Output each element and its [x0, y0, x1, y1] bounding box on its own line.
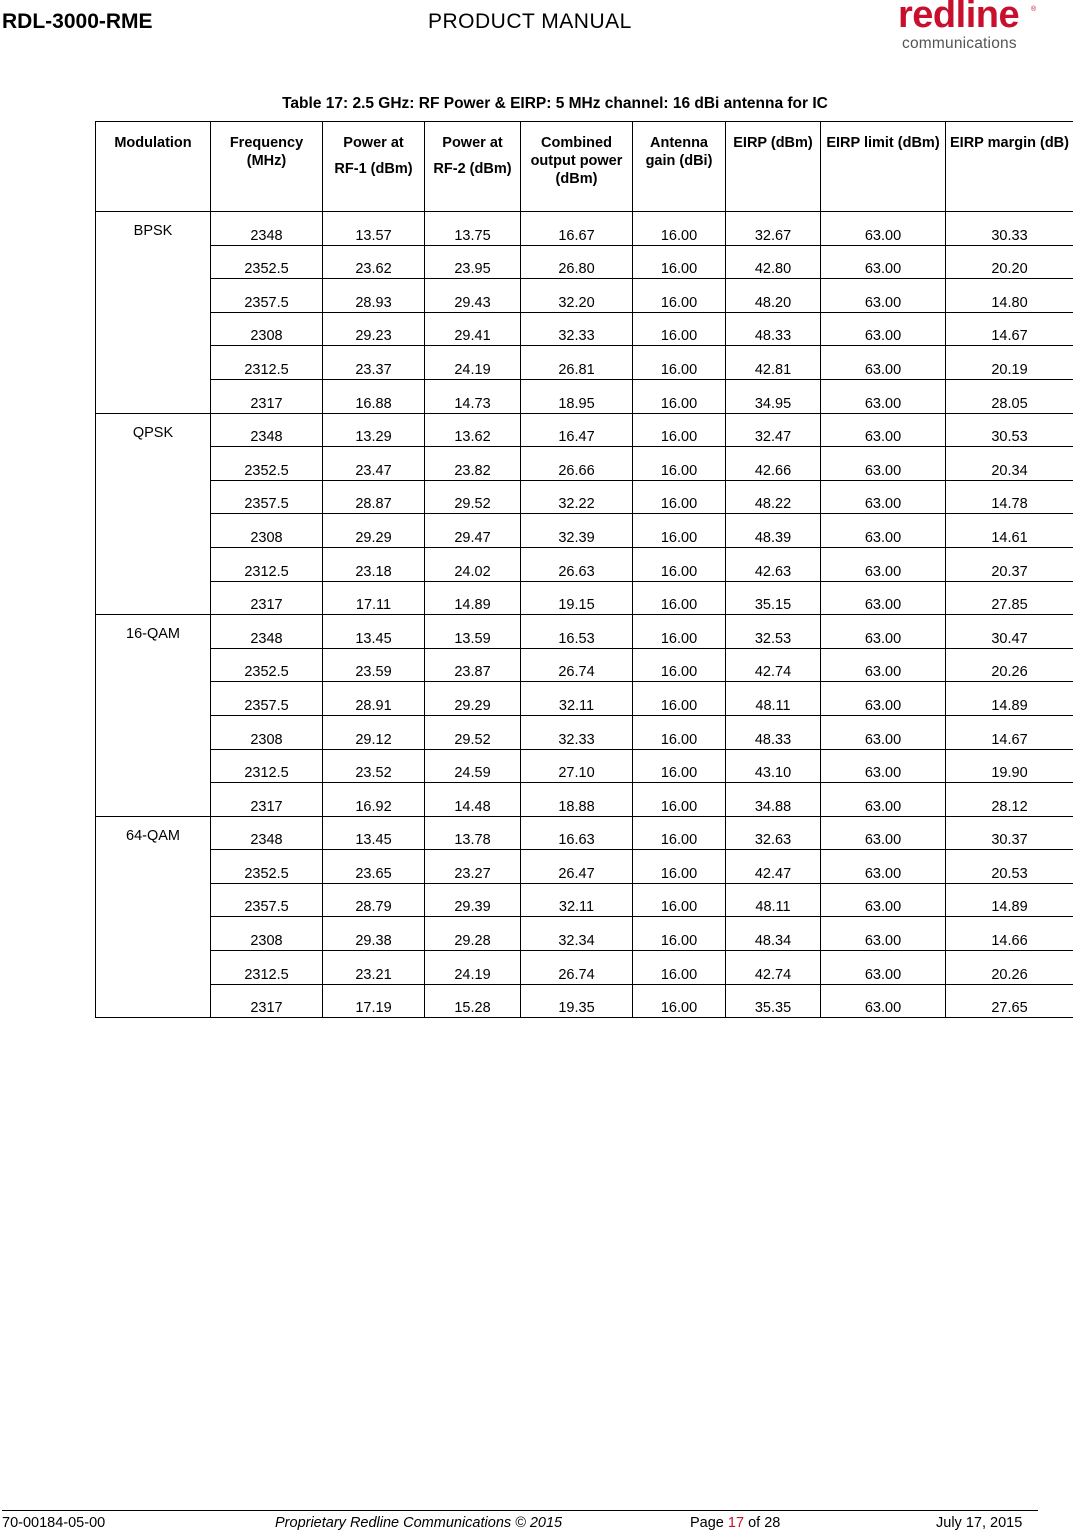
eirp-cell: 35.35 [726, 984, 821, 1018]
antenna-gain-cell: 16.00 [633, 648, 726, 682]
power-rf1-cell: 23.59 [323, 648, 425, 682]
eirp-limit-cell: 63.00 [821, 447, 946, 481]
power-rf2-cell: 29.52 [425, 480, 521, 514]
redline-logo [898, 0, 1038, 56]
table-header-row [96, 122, 1073, 212]
power-rf2-cell: 15.28 [425, 984, 521, 1018]
eirp-limit-cell: 63.00 [821, 917, 946, 951]
col-header-combined-power: Combined output power (dBm) [521, 122, 633, 212]
combined-power-cell: 32.33 [521, 715, 633, 749]
table-row [96, 783, 1073, 817]
power-rf1-cell: 13.45 [323, 615, 425, 649]
table-row [96, 715, 1073, 749]
frequency-cell: 2317 [211, 783, 323, 817]
eirp-margin-cell: 20.37 [946, 547, 1073, 581]
combined-power-cell: 32.20 [521, 279, 633, 313]
combined-power-cell: 26.74 [521, 648, 633, 682]
modulation-cell: 64-QAM [96, 816, 211, 1018]
col-header-modulation: Modulation [96, 122, 211, 212]
eirp-margin-cell: 20.26 [946, 951, 1073, 985]
power-rf2-cell: 24.02 [425, 547, 521, 581]
antenna-gain-cell: 16.00 [633, 514, 726, 548]
footer-page-current: 17 [727, 1515, 745, 1531]
footer-proprietary: Proprietary Redline Communications © 2015 [275, 1515, 563, 1531]
power-rf2-cell: 29.43 [425, 279, 521, 313]
eirp-cell: 32.67 [726, 212, 821, 246]
eirp-cell: 42.74 [726, 648, 821, 682]
modulation-cell: QPSK [96, 413, 211, 615]
col-header-eirp-margin: EIRP margin (dB) [946, 122, 1073, 212]
power-rf2-cell: 29.29 [425, 682, 521, 716]
eirp-margin-cell: 20.20 [946, 245, 1073, 279]
combined-power-cell: 16.67 [521, 212, 633, 246]
eirp-cell: 42.74 [726, 951, 821, 985]
power-rf1-cell: 29.12 [323, 715, 425, 749]
combined-power-cell: 16.53 [521, 615, 633, 649]
combined-power-cell: 19.15 [521, 581, 633, 615]
eirp-cell: 34.88 [726, 783, 821, 817]
antenna-gain-cell: 16.00 [633, 379, 726, 413]
eirp-margin-cell: 20.34 [946, 447, 1073, 481]
antenna-gain-cell: 16.00 [633, 547, 726, 581]
eirp-margin-cell: 20.53 [946, 850, 1073, 884]
eirp-limit-cell: 63.00 [821, 816, 946, 850]
footer-page-indicator: Page 17 of 28 [690, 1515, 781, 1531]
table-row [96, 917, 1073, 951]
eirp-cell: 42.66 [726, 447, 821, 481]
frequency-cell: 2352.5 [211, 447, 323, 481]
power-rf2-cell: 29.39 [425, 883, 521, 917]
antenna-gain-cell: 16.00 [633, 480, 726, 514]
eirp-margin-cell: 27.65 [946, 984, 1073, 1018]
power-rf1-cell: 29.23 [323, 312, 425, 346]
eirp-margin-cell: 14.80 [946, 279, 1073, 313]
combined-power-cell: 26.47 [521, 850, 633, 884]
frequency-cell: 2348 [211, 212, 323, 246]
logo-registered-mark: ® [1031, 6, 1037, 13]
logo-brand-text: redline [898, 0, 1020, 36]
antenna-gain-cell: 16.00 [633, 682, 726, 716]
rf-power-table [95, 121, 1073, 1018]
eirp-cell: 48.39 [726, 514, 821, 548]
eirp-cell: 42.47 [726, 850, 821, 884]
eirp-margin-cell: 20.26 [946, 648, 1073, 682]
frequency-cell: 2312.5 [211, 346, 323, 380]
header-doc-type: PRODUCT MANUAL [428, 10, 632, 33]
eirp-cell: 48.22 [726, 480, 821, 514]
frequency-cell: 2352.5 [211, 245, 323, 279]
power-rf1-cell: 28.79 [323, 883, 425, 917]
eirp-limit-cell: 63.00 [821, 883, 946, 917]
frequency-cell: 2348 [211, 615, 323, 649]
antenna-gain-cell: 16.00 [633, 816, 726, 850]
antenna-gain-cell: 16.00 [633, 312, 726, 346]
power-rf1-cell: 23.65 [323, 850, 425, 884]
eirp-cell: 42.81 [726, 346, 821, 380]
eirp-margin-cell: 28.05 [946, 379, 1073, 413]
header-product-name: RDL-3000-RME [2, 10, 153, 33]
table-row [96, 212, 1073, 246]
antenna-gain-cell: 16.00 [633, 581, 726, 615]
combined-power-cell: 16.63 [521, 816, 633, 850]
eirp-margin-cell: 20.19 [946, 346, 1073, 380]
eirp-limit-cell: 63.00 [821, 951, 946, 985]
frequency-cell: 2308 [211, 514, 323, 548]
eirp-limit-cell: 63.00 [821, 715, 946, 749]
eirp-margin-cell: 14.67 [946, 312, 1073, 346]
modulation-cell: BPSK [96, 212, 211, 414]
table-row [96, 648, 1073, 682]
power-rf2-cell: 23.82 [425, 447, 521, 481]
power-rf2-cell: 29.47 [425, 514, 521, 548]
col-header-eirp-limit: EIRP limit (dBm) [821, 122, 946, 212]
frequency-cell: 2308 [211, 917, 323, 951]
frequency-cell: 2308 [211, 715, 323, 749]
frequency-cell: 2317 [211, 984, 323, 1018]
frequency-cell: 2357.5 [211, 480, 323, 514]
eirp-cell: 48.11 [726, 682, 821, 716]
combined-power-cell: 26.80 [521, 245, 633, 279]
frequency-cell: 2317 [211, 379, 323, 413]
eirp-limit-cell: 63.00 [821, 682, 946, 716]
frequency-cell: 2352.5 [211, 648, 323, 682]
eirp-cell: 48.34 [726, 917, 821, 951]
power-rf2-cell: 24.59 [425, 749, 521, 783]
antenna-gain-cell: 16.00 [633, 346, 726, 380]
antenna-gain-cell: 16.00 [633, 212, 726, 246]
combined-power-cell: 26.81 [521, 346, 633, 380]
combined-power-cell: 27.10 [521, 749, 633, 783]
power-rf1-cell: 16.92 [323, 783, 425, 817]
eirp-margin-cell: 27.85 [946, 581, 1073, 615]
power-rf2-cell: 13.78 [425, 816, 521, 850]
table-row [96, 312, 1073, 346]
table-row [96, 245, 1073, 279]
power-rf1-cell: 13.45 [323, 816, 425, 850]
table-row [96, 514, 1073, 548]
eirp-limit-cell: 63.00 [821, 279, 946, 313]
table-row [96, 883, 1073, 917]
table-row [96, 581, 1073, 615]
antenna-gain-cell: 16.00 [633, 413, 726, 447]
power-rf2-cell: 13.75 [425, 212, 521, 246]
table-row [96, 379, 1073, 413]
power-rf1-cell: 13.29 [323, 413, 425, 447]
eirp-margin-cell: 14.89 [946, 883, 1073, 917]
table-caption: Table 17: 2.5 GHz: RF Power & EIRP: 5 MHz channel: 16 dBi antenna for IC [282, 95, 828, 112]
power-rf2-cell: 14.89 [425, 581, 521, 615]
table-row [96, 615, 1073, 649]
eirp-limit-cell: 63.00 [821, 615, 946, 649]
power-rf1-cell: 23.21 [323, 951, 425, 985]
antenna-gain-cell: 16.00 [633, 245, 726, 279]
eirp-cell: 42.80 [726, 245, 821, 279]
frequency-cell: 2352.5 [211, 850, 323, 884]
frequency-cell: 2357.5 [211, 883, 323, 917]
antenna-gain-cell: 16.00 [633, 447, 726, 481]
eirp-cell: 48.11 [726, 883, 821, 917]
eirp-cell: 48.20 [726, 279, 821, 313]
eirp-limit-cell: 63.00 [821, 346, 946, 380]
power-rf1-cell: 17.19 [323, 984, 425, 1018]
col-header-power-rf2: Power at RF-2 (dBm) [425, 122, 521, 212]
eirp-margin-cell: 30.53 [946, 413, 1073, 447]
power-rf2-cell: 13.59 [425, 615, 521, 649]
col-header-frequency: Frequency (MHz) [211, 122, 323, 212]
combined-power-cell: 32.11 [521, 682, 633, 716]
eirp-limit-cell: 63.00 [821, 413, 946, 447]
table-row [96, 413, 1073, 447]
antenna-gain-cell: 16.00 [633, 917, 726, 951]
combined-power-cell: 18.88 [521, 783, 633, 817]
combined-power-cell: 26.63 [521, 547, 633, 581]
antenna-gain-cell: 16.00 [633, 783, 726, 817]
footer-date: July 17, 2015 [936, 1515, 1023, 1531]
frequency-cell: 2312.5 [211, 547, 323, 581]
eirp-cell: 35.15 [726, 581, 821, 615]
eirp-cell: 32.47 [726, 413, 821, 447]
eirp-cell: 42.63 [726, 547, 821, 581]
eirp-margin-cell: 14.67 [946, 715, 1073, 749]
frequency-cell: 2357.5 [211, 279, 323, 313]
power-rf2-cell: 29.41 [425, 312, 521, 346]
table-row [96, 547, 1073, 581]
frequency-cell: 2317 [211, 581, 323, 615]
combined-power-cell: 19.35 [521, 984, 633, 1018]
eirp-cell: 43.10 [726, 749, 821, 783]
antenna-gain-cell: 16.00 [633, 715, 726, 749]
eirp-margin-cell: 30.37 [946, 816, 1073, 850]
col-header-antenna-gain: Antenna gain (dBi) [633, 122, 726, 212]
power-rf1-cell: 23.47 [323, 447, 425, 481]
power-rf1-cell: 29.38 [323, 917, 425, 951]
eirp-margin-cell: 28.12 [946, 783, 1073, 817]
antenna-gain-cell: 16.00 [633, 883, 726, 917]
modulation-cell: 16-QAM [96, 615, 211, 817]
power-rf2-cell: 29.28 [425, 917, 521, 951]
antenna-gain-cell: 16.00 [633, 951, 726, 985]
power-rf1-cell: 23.52 [323, 749, 425, 783]
eirp-limit-cell: 63.00 [821, 514, 946, 548]
eirp-margin-cell: 14.66 [946, 917, 1073, 951]
table-row [96, 951, 1073, 985]
combined-power-cell: 32.39 [521, 514, 633, 548]
eirp-margin-cell: 30.47 [946, 615, 1073, 649]
eirp-cell: 48.33 [726, 715, 821, 749]
table-row [96, 480, 1073, 514]
eirp-cell: 32.53 [726, 615, 821, 649]
logo-tagline: communications [902, 35, 1017, 52]
antenna-gain-cell: 16.00 [633, 749, 726, 783]
frequency-cell: 2308 [211, 312, 323, 346]
eirp-limit-cell: 63.00 [821, 312, 946, 346]
frequency-cell: 2348 [211, 816, 323, 850]
eirp-limit-cell: 63.00 [821, 379, 946, 413]
power-rf1-cell: 16.88 [323, 379, 425, 413]
power-rf2-cell: 24.19 [425, 951, 521, 985]
combined-power-cell: 16.47 [521, 413, 633, 447]
power-rf1-cell: 13.57 [323, 212, 425, 246]
combined-power-cell: 32.11 [521, 883, 633, 917]
combined-power-cell: 32.34 [521, 917, 633, 951]
power-rf1-cell: 28.93 [323, 279, 425, 313]
power-rf1-cell: 23.62 [323, 245, 425, 279]
table-row [96, 850, 1073, 884]
table-row [96, 682, 1073, 716]
power-rf1-cell: 29.29 [323, 514, 425, 548]
eirp-limit-cell: 63.00 [821, 547, 946, 581]
power-rf1-cell: 28.91 [323, 682, 425, 716]
eirp-limit-cell: 63.00 [821, 245, 946, 279]
table-row [96, 816, 1073, 850]
eirp-cell: 48.33 [726, 312, 821, 346]
eirp-limit-cell: 63.00 [821, 648, 946, 682]
eirp-limit-cell: 63.00 [821, 581, 946, 615]
table-row [96, 984, 1073, 1018]
power-rf2-cell: 13.62 [425, 413, 521, 447]
combined-power-cell: 18.95 [521, 379, 633, 413]
eirp-margin-cell: 14.61 [946, 514, 1073, 548]
eirp-margin-cell: 19.90 [946, 749, 1073, 783]
combined-power-cell: 32.33 [521, 312, 633, 346]
table-row [96, 749, 1073, 783]
table-row [96, 447, 1073, 481]
eirp-limit-cell: 63.00 [821, 984, 946, 1018]
frequency-cell: 2312.5 [211, 749, 323, 783]
eirp-margin-cell: 14.89 [946, 682, 1073, 716]
frequency-cell: 2312.5 [211, 951, 323, 985]
power-rf2-cell: 23.95 [425, 245, 521, 279]
power-rf2-cell: 23.27 [425, 850, 521, 884]
table-body [96, 212, 1073, 1018]
power-rf1-cell: 23.18 [323, 547, 425, 581]
eirp-limit-cell: 63.00 [821, 212, 946, 246]
power-rf1-cell: 17.11 [323, 581, 425, 615]
table-row [96, 346, 1073, 380]
table-row [96, 279, 1073, 313]
antenna-gain-cell: 16.00 [633, 850, 726, 884]
eirp-cell: 32.63 [726, 816, 821, 850]
combined-power-cell: 32.22 [521, 480, 633, 514]
combined-power-cell: 26.66 [521, 447, 633, 481]
eirp-cell: 34.95 [726, 379, 821, 413]
eirp-limit-cell: 63.00 [821, 783, 946, 817]
power-rf2-cell: 14.48 [425, 783, 521, 817]
power-rf2-cell: 14.73 [425, 379, 521, 413]
eirp-limit-cell: 63.00 [821, 480, 946, 514]
col-header-power-rf1: Power at RF-1 (dBm) [323, 122, 425, 212]
power-rf1-cell: 23.37 [323, 346, 425, 380]
eirp-margin-cell: 30.33 [946, 212, 1073, 246]
eirp-limit-cell: 63.00 [821, 850, 946, 884]
footer-divider [2, 1510, 1038, 1511]
eirp-margin-cell: 14.78 [946, 480, 1073, 514]
footer-doc-number: 70-00184-05-00 [2, 1515, 106, 1531]
combined-power-cell: 26.74 [521, 951, 633, 985]
eirp-limit-cell: 63.00 [821, 749, 946, 783]
antenna-gain-cell: 16.00 [633, 615, 726, 649]
power-rf1-cell: 28.87 [323, 480, 425, 514]
power-rf2-cell: 24.19 [425, 346, 521, 380]
antenna-gain-cell: 16.00 [633, 984, 726, 1018]
antenna-gain-cell: 16.00 [633, 279, 726, 313]
frequency-cell: 2348 [211, 413, 323, 447]
power-rf2-cell: 29.52 [425, 715, 521, 749]
frequency-cell: 2357.5 [211, 682, 323, 716]
col-header-eirp: EIRP (dBm) [726, 122, 821, 212]
power-rf2-cell: 23.87 [425, 648, 521, 682]
